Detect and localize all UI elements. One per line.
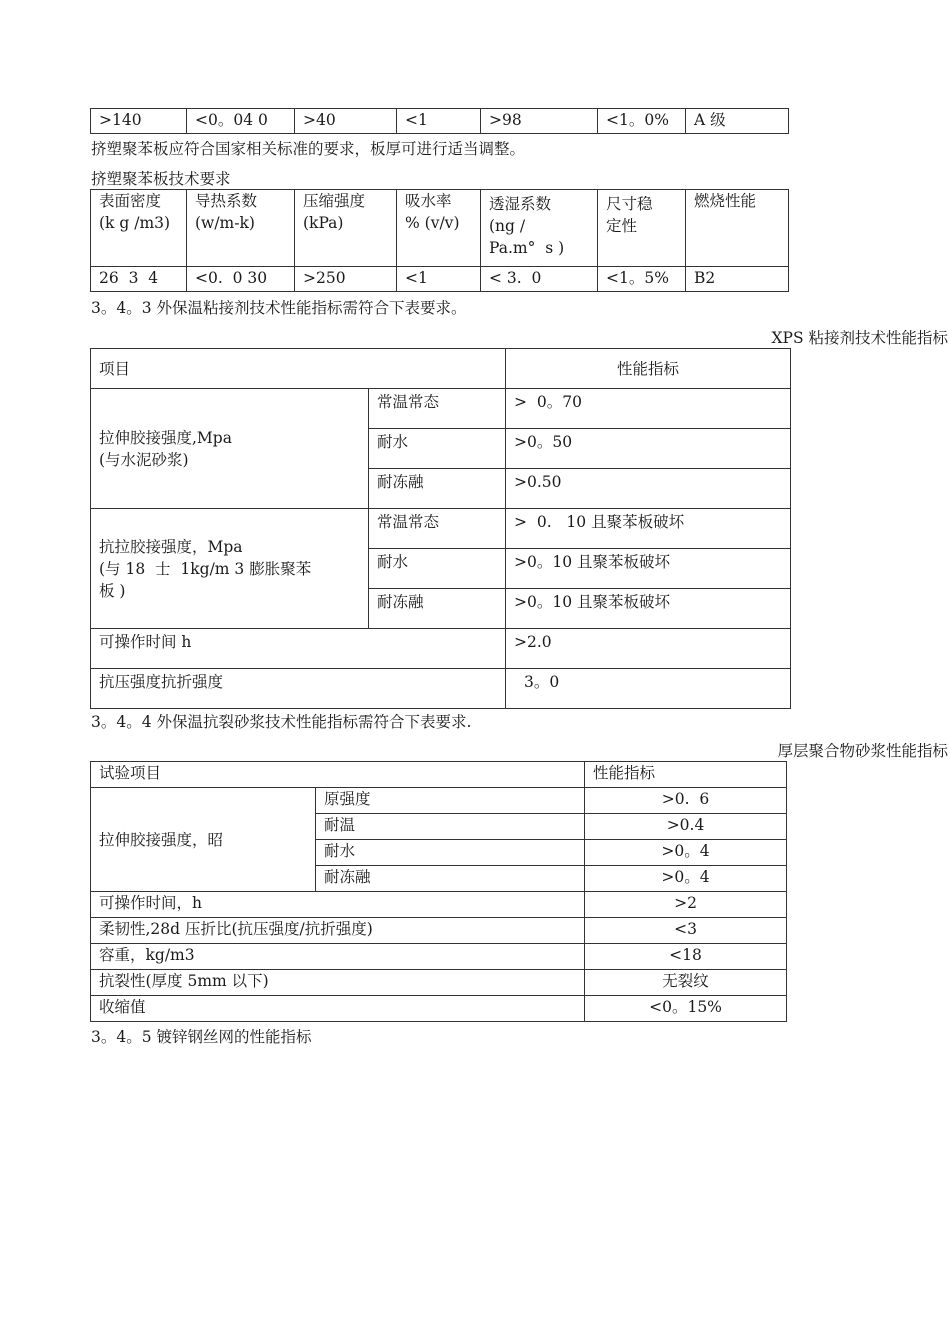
mortar-row-value: <18 xyxy=(585,944,787,970)
table-row xyxy=(91,788,787,814)
adhesive-g1-cond: 常温常态 xyxy=(369,389,506,429)
table-row xyxy=(91,629,791,669)
eps-water-absorption: <1 xyxy=(397,109,481,134)
mortar-table-caption: 厚层聚合物砂浆性能指标 xyxy=(777,742,948,760)
xps-fire: B2 xyxy=(686,267,789,292)
table-row xyxy=(91,970,787,996)
adhesive-g1-value: >0.50 xyxy=(506,469,791,509)
mortar-header-item: 试验项目 xyxy=(91,762,585,788)
mortar-row-value: <0。15% xyxy=(585,996,787,1022)
mortar-cond: 耐冻融 xyxy=(316,866,585,892)
mortar-cond: 原强度 xyxy=(316,788,585,814)
xps-stability: <1。5% xyxy=(598,267,686,292)
mortar-value: >0.4 xyxy=(585,814,787,840)
mortar-header-value: 性能指标 xyxy=(585,762,787,788)
xps-header-strength: 压缩强度 (kPa) xyxy=(295,190,397,267)
mortar-cond: 耐温 xyxy=(316,814,585,840)
table-header-row xyxy=(91,190,789,267)
mortar-value: >0。4 xyxy=(585,840,787,866)
eps-table-fragment xyxy=(90,108,789,134)
xps-permeability: < 3. 0 xyxy=(481,267,598,292)
mortar-row-label: 容重，kg/m3 xyxy=(91,944,585,970)
table-row xyxy=(91,109,789,134)
table-row xyxy=(91,944,787,970)
xps-water: <1 xyxy=(397,267,481,292)
adhesive-header-item: 项目 xyxy=(91,349,506,389)
mortar-row-value: <3 xyxy=(585,918,787,944)
adhesive-g2-cond: 常温常态 xyxy=(369,509,506,549)
section-3-4-5: 3。4。5 镀锌钢丝网的性能指标 xyxy=(91,1028,312,1046)
eps-stability: <1。0% xyxy=(598,109,686,134)
xps-header-conductivity: 导热系数 (w/m-k) xyxy=(187,190,295,267)
mortar-row-label: 可操作时间，h xyxy=(91,892,585,918)
mortar-row-label: 收缩值 xyxy=(91,996,585,1022)
mortar-row-value: >2 xyxy=(585,892,787,918)
table-row xyxy=(91,669,791,709)
eps-conductivity: <0。04 0 xyxy=(187,109,295,134)
adhesive-g2-value: > 0. 10 且聚苯板破坏 xyxy=(506,509,791,549)
mortar-table xyxy=(90,761,787,1022)
table-row xyxy=(91,389,791,429)
mortar-value: >0。4 xyxy=(585,866,787,892)
mortar-group-label: 拉伸胶接强度，昭 xyxy=(91,788,316,892)
adhesive-g2-value: >0。10 且聚苯板破坏 xyxy=(506,589,791,629)
table-row xyxy=(91,892,787,918)
eps-permeability: >98 xyxy=(481,109,598,134)
xps-header-fire: 燃烧性能 xyxy=(686,190,789,267)
mortar-cond: 耐水 xyxy=(316,840,585,866)
section-3-4-3: 3。4。3 外保温粘接剂技术性能指标需符合下表要求。 xyxy=(91,299,467,317)
table-row xyxy=(91,996,787,1022)
xps-spec-table xyxy=(90,189,789,292)
eps-strength: >40 xyxy=(295,109,397,134)
adhesive-operable-value: >2.0 xyxy=(506,629,791,669)
section-3-4-4: 3。4。4 外保温抗裂砂浆技术性能指标需符合下表要求. xyxy=(91,713,472,731)
xps-standard-paragraph: 挤塑聚苯板应符合国家相关标准的要求，板厚可进行适当调整。 xyxy=(91,140,526,158)
adhesive-g1-cond: 耐冻融 xyxy=(369,469,506,509)
adhesive-g1-value: >0。50 xyxy=(506,429,791,469)
mortar-row-value: 无裂纹 xyxy=(585,970,787,996)
adhesive-table xyxy=(90,348,791,709)
adhesive-header-value: 性能指标 xyxy=(506,349,791,389)
table-header-row xyxy=(91,349,791,389)
table-row xyxy=(91,267,789,292)
mortar-row-label: 柔韧性,28d 压折比(抗压强度/抗折强度) xyxy=(91,918,585,944)
adhesive-table-caption: XPS 粘接剂技术性能指标 xyxy=(771,329,948,347)
adhesive-g2-cond: 耐冻融 xyxy=(369,589,506,629)
xps-table-title: 挤塑聚苯板技术要求 xyxy=(91,170,231,188)
adhesive-compress-value: 3。0 xyxy=(506,669,791,709)
adhesive-g1-cond: 耐水 xyxy=(369,429,506,469)
eps-density: >140 xyxy=(91,109,187,134)
eps-fire-rating: A 级 xyxy=(686,109,789,134)
xps-conductivity: <0. 0 30 xyxy=(187,267,295,292)
table-row xyxy=(91,509,791,549)
xps-header-stability: 尺寸稳 定性 xyxy=(598,190,686,267)
adhesive-g2-value: >0。10 且聚苯板破坏 xyxy=(506,549,791,589)
adhesive-group1-label: 拉伸胶接强度,Mpa (与水泥砂浆) xyxy=(91,389,369,509)
xps-density: 26 3 4 xyxy=(91,267,187,292)
xps-header-water: 吸水率 % (v/v) xyxy=(397,190,481,267)
xps-header-density: 表面密度 (k g /m3) xyxy=(91,190,187,267)
adhesive-group2-label: 抗拉胶接强度，Mpa (与 18 士 1kg/m 3 膨胀聚苯 板 ) xyxy=(91,509,369,629)
mortar-row-label: 抗裂性(厚度 5mm 以下) xyxy=(91,970,585,996)
xps-strength: >250 xyxy=(295,267,397,292)
adhesive-g2-cond: 耐水 xyxy=(369,549,506,589)
xps-header-permeability: 透湿系数 (ng / Pa.m° s ) xyxy=(481,190,598,267)
table-row xyxy=(91,918,787,944)
adhesive-compress-label: 抗压强度抗折强度 xyxy=(91,669,506,709)
adhesive-operable-label: 可操作时间 h xyxy=(91,629,506,669)
mortar-value: >0. 6 xyxy=(585,788,787,814)
adhesive-g1-value: > 0。70 xyxy=(506,389,791,429)
table-header-row xyxy=(91,762,787,788)
